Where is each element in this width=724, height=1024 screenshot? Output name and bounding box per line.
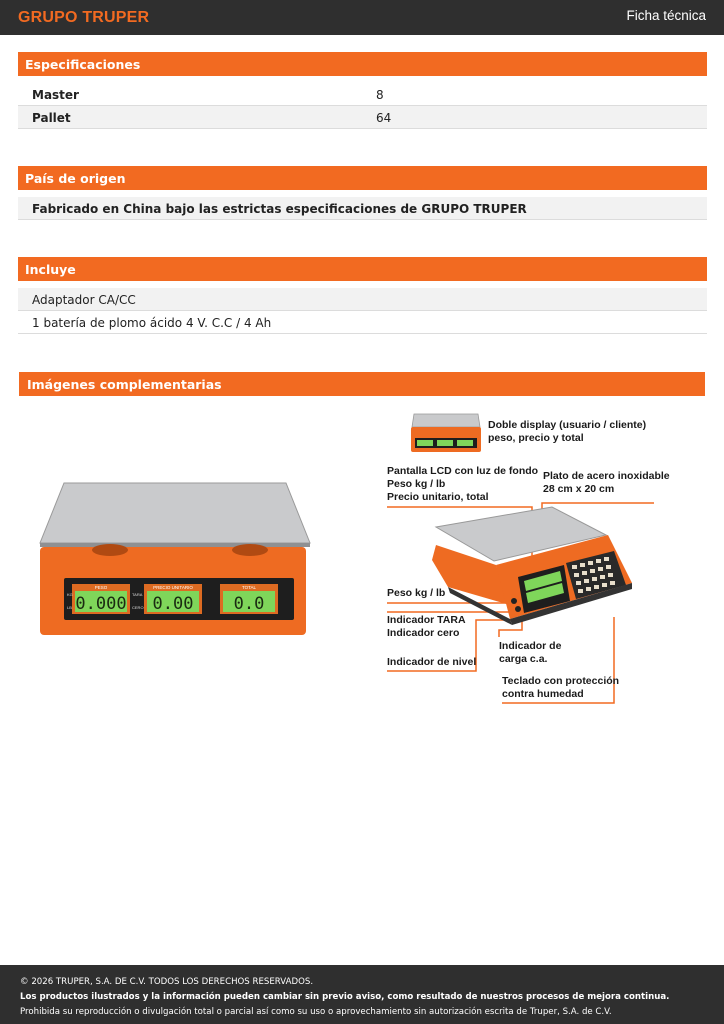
total-label: TOTAL <box>241 585 257 590</box>
callout-doble-display: Doble display (usuario / cliente) peso, precio y total <box>488 419 647 444</box>
section-header-origin: País de origen <box>18 166 707 190</box>
callout-nivel: Indicador de nivel <box>387 656 477 668</box>
spec-row-pallet <box>18 106 707 129</box>
callout-teclado: Teclado con protección contra humedad <box>502 675 620 700</box>
section-header-specs: Especificaciones <box>18 52 707 76</box>
cero-label: CERO <box>132 605 144 610</box>
peso-value: 0.000 <box>75 594 127 614</box>
section-header-includes: Incluye <box>18 257 707 281</box>
footer <box>0 965 724 1024</box>
total-value: 0.0 <box>233 594 265 614</box>
tara-label: TARA <box>132 592 143 597</box>
include-item: 1 batería de plomo ácido 4 V. C.C / 4 Ah <box>18 311 707 334</box>
origin-text: Fabricado en China bajo las estrictas especificaciones de GRUPO TRUPER <box>18 197 707 220</box>
scale-front-image <box>36 478 314 638</box>
kg-label: KG <box>67 592 73 597</box>
precio-label: PRECIO UNITARIO <box>153 585 193 590</box>
brand-logo: GRUPO TRUPER <box>18 9 150 26</box>
callout-pantalla-lcd: Pantalla LCD con luz de fondo Peso kg / lb Precio unitario, total <box>387 465 539 503</box>
footer-copyright: © 2026 TRUPER, S.A. DE C.V. TODOS LOS DERECHOS RESERVADOS. <box>20 977 314 987</box>
spec-label: Master <box>32 88 79 102</box>
footer-legal: Prohibida su reproducción o divulgación total o parcial así como su uso o aprovechamiento sin autorización escrita de Truper, S.A. de C.V. <box>20 1007 612 1017</box>
callout-carga: Indicador de carga c.a. <box>499 640 562 665</box>
document-type: Ficha técnica <box>626 8 706 23</box>
spec-label: Pallet <box>32 111 71 125</box>
top-bar <box>0 0 724 35</box>
lb-label: LB <box>67 605 72 610</box>
spec-row-master <box>18 83 707 106</box>
spec-value: 8 <box>376 88 384 102</box>
footer-disclaimer: Los productos ilustrados y la información pueden cambiar sin previo aviso, como resultado de nuestros procesos de mejora continua. <box>20 992 670 1002</box>
callout-peso-kg: Peso kg / lb <box>387 587 446 599</box>
callout-plato-acero: Plato de acero inoxidable 28 cm x 20 cm <box>543 470 670 495</box>
spec-value: 64 <box>376 111 392 125</box>
precio-value: 0.00 <box>152 594 194 614</box>
section-header-images: Imágenes complementarias <box>19 372 705 396</box>
callout-tara-cero: Indicador TARA Indicador cero <box>387 614 466 639</box>
peso-label: PESO <box>94 585 108 590</box>
include-item: Adaptador CA/CC <box>18 288 707 311</box>
